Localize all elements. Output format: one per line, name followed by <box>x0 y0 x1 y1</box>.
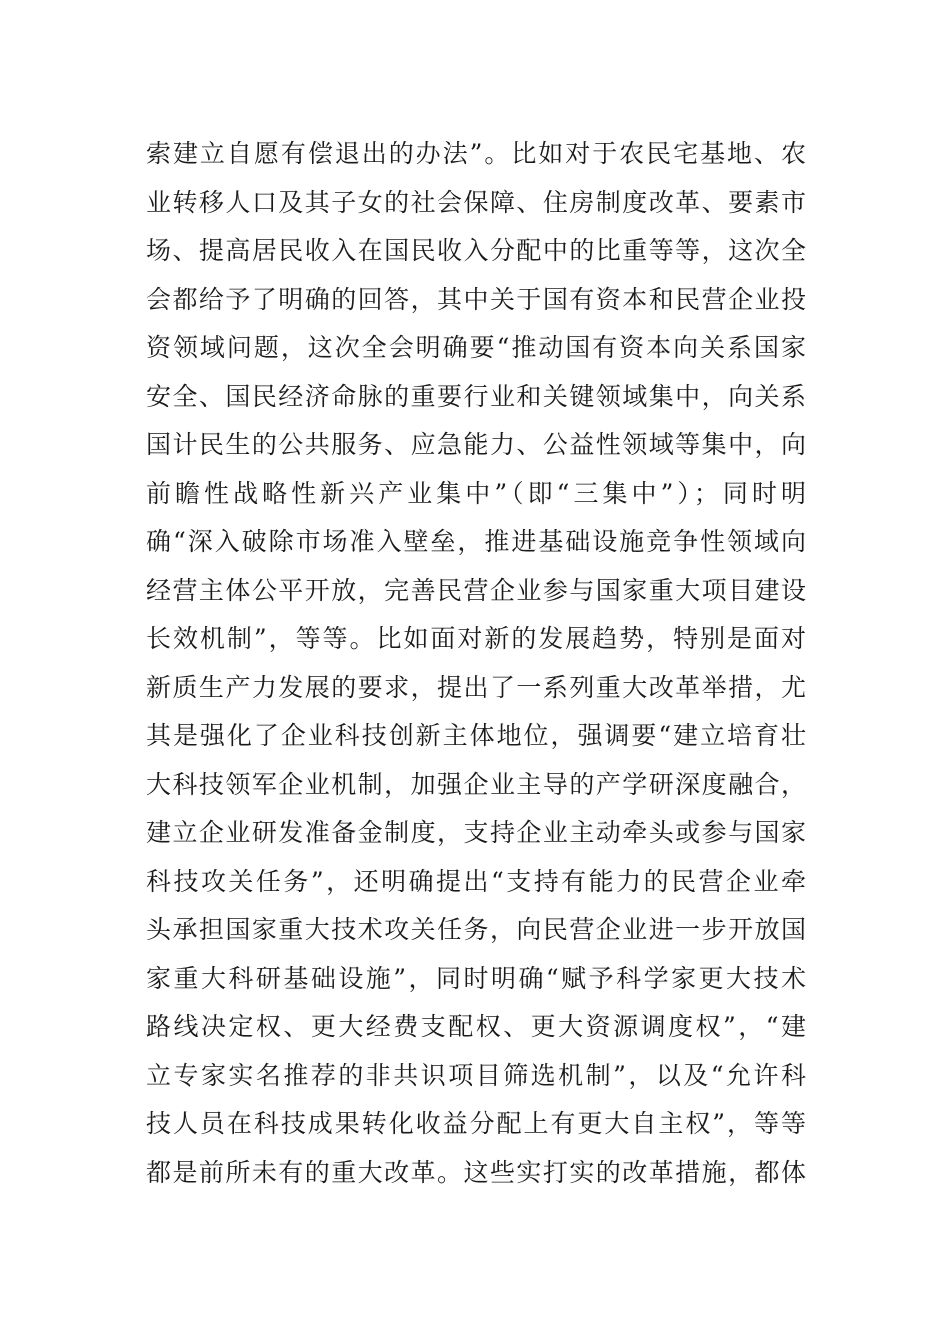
text-line: 资领域问题，这次全会明确要“推动国有资本向关系国家 <box>146 333 806 362</box>
text-line: 索建立自愿有偿退出的办法”。比如对于农民宅基地、农 <box>146 139 806 168</box>
text-line: 大科技领军企业机制，加强企业主导的产学研深度融合， <box>146 769 806 799</box>
text-line: 安全、国民经济命脉的重要行业和关键领域集中，向关系 <box>146 381 806 411</box>
text-line: 长效机制”，等等。比如面对新的发展趋势，特别是面对 <box>146 624 806 653</box>
text-line: 确“深入破除市场准入壁垒，推进基础设施竞争性领域向 <box>146 527 806 556</box>
text-line: 技人员在科技成果转化收益分配上有更大自主权”，等等 <box>146 1109 806 1138</box>
text-line: 新质生产力发展的要求，提出了一系列重大改革举措，尤 <box>146 672 806 702</box>
text-line: 都是前所未有的重大改革。这些实打实的改革措施，都体 <box>146 1157 806 1187</box>
text-line: 前瞻性战略性新兴产业集中”（即“三集中”）；同时明 <box>146 478 806 508</box>
text-line: 其是强化了企业科技创新主体地位，强调要“建立培育壮 <box>146 721 806 750</box>
text-line: 业转移人口及其子女的社会保障、住房制度改革、要素市 <box>146 187 806 217</box>
text-line: 头承担国家重大技术攻关任务，向民营企业进一步开放国 <box>146 915 806 944</box>
body-text <box>146 130 806 1197</box>
text-line: 会都给予了明确的回答，其中关于国有资本和民营企业投 <box>146 284 806 314</box>
text-line: 场、提高居民收入在国民收入分配中的比重等等，这次全 <box>146 236 806 265</box>
text-line: 路线决定权、更大经费支配权、更大资源调度权”，“建 <box>146 1012 806 1041</box>
text-line: 家重大科研基础设施”，同时明确“赋予科学家更大技术 <box>146 963 806 993</box>
text-line: 经营主体公平开放，完善民营企业参与国家重大项目建设 <box>146 575 806 605</box>
text-line: 国计民生的公共服务、应急能力、公益性领域等集中，向 <box>146 430 806 459</box>
text-line: 科技攻关任务”，还明确提出“支持有能力的民营企业牵 <box>146 866 806 896</box>
text-line: 建立企业研发准备金制度，支持企业主动牵头或参与国家 <box>146 818 806 847</box>
text-line: 立专家实名推荐的非共识项目筛选机制”，以及“允许科 <box>146 1060 806 1090</box>
